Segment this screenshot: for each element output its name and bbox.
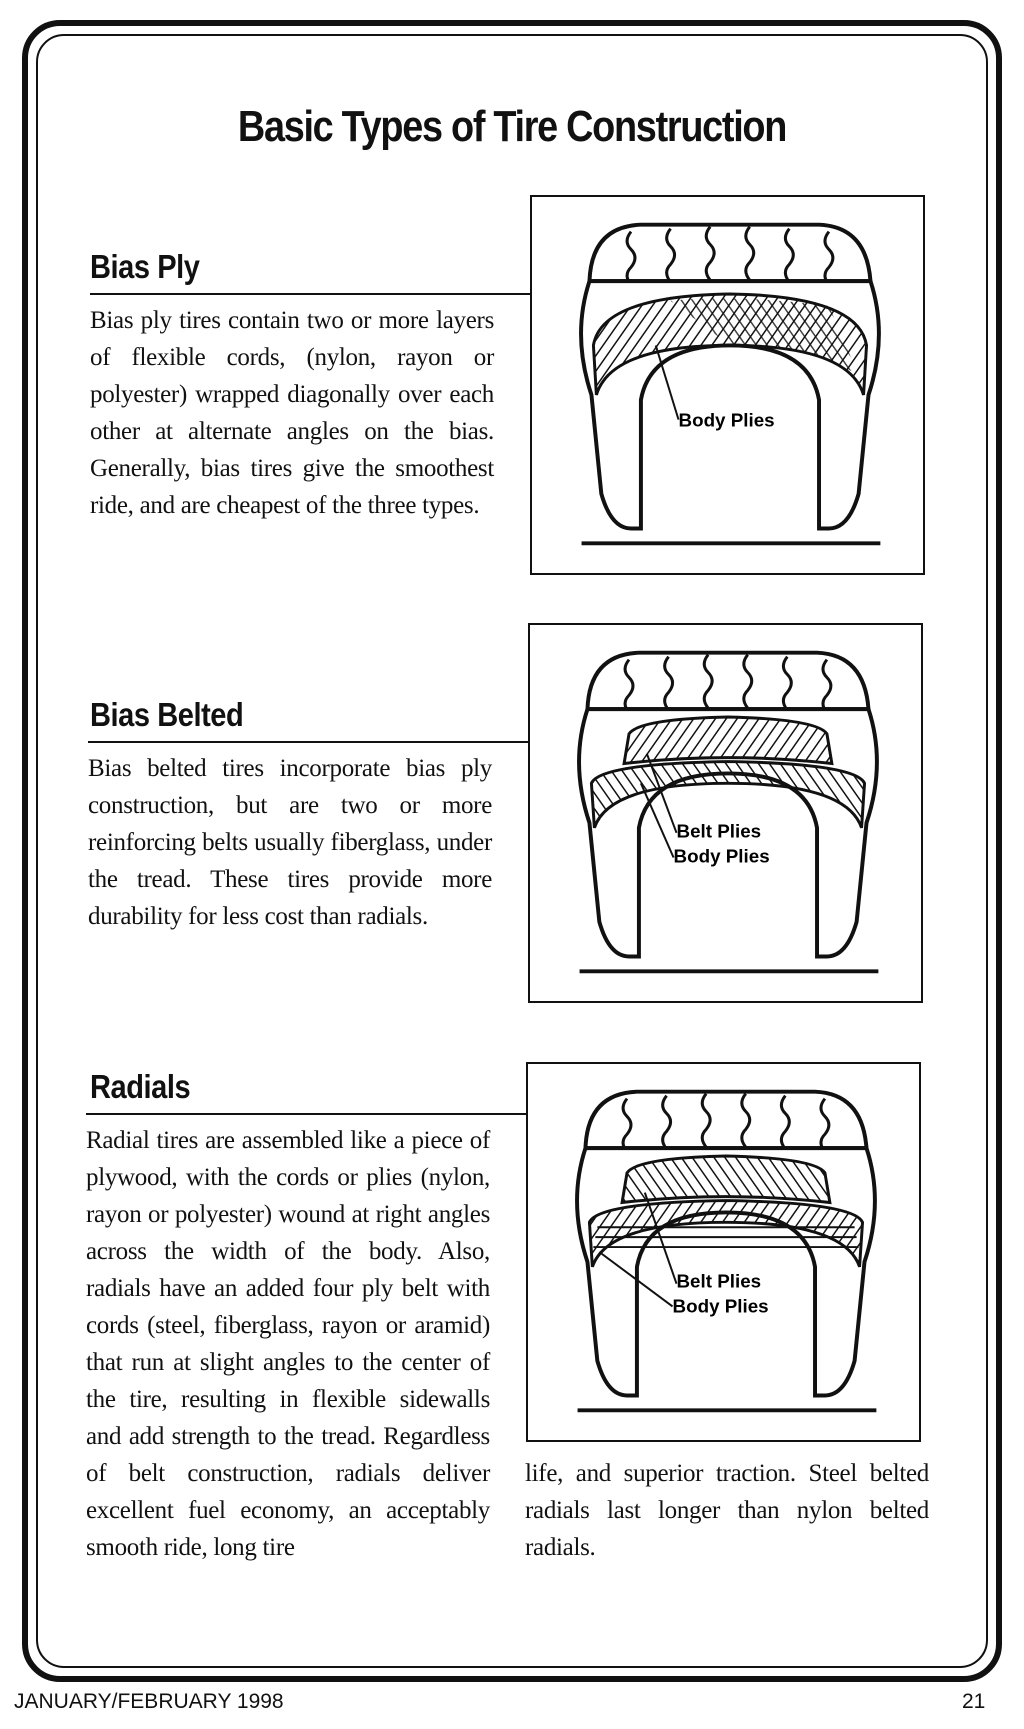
section-rule-bias-belted [88,741,528,743]
section-rule-bias-ply [90,293,530,295]
tire-diagram-bias-belted [530,625,921,1001]
figure-label-belt-plies: Belt Plies [676,820,762,842]
page-title: Basic Types of Tire Construction [237,102,787,151]
section-heading-bias-belted: Bias Belted [90,696,244,733]
figure-label-body-plies: Body Plies [672,1295,769,1317]
figure-radials [526,1062,921,1442]
figure-bias-belted [528,623,923,1003]
section-rule-radials [86,1113,526,1115]
tire-diagram-radials [528,1064,919,1440]
section-text-bias-belted: Bias belted tires incorporate bias ply construction, but are two or more reinforcing belts usually fiberglass, under the tread. These tires provide more durability for less cost than radials. [88,755,492,930]
figure-label-body-plies: Body Plies [678,409,775,431]
section-heading-radials: Radials [90,1068,191,1105]
figure-label-body-plies: Body Plies [673,845,770,867]
section-text-bias-ply: Bias ply tires contain two or more layers of flexible cords, (nylon, rayon or polyester) wrapped diagonally over each other at alternate angles on the bias. Generally, bias tires give the smoothest ride, and are cheapest of the three types. [90,307,494,519]
figure-bias-ply [530,195,925,575]
footer-page-number: 21 [962,1690,986,1713]
section-text-radials-part2: life, and superior traction. Steel belted radials last longer than nylon belted radials. [525,1460,929,1561]
tire-diagram-bias-ply [532,197,923,573]
section-text-radials-part1: Radial tires are assembled like a piece of plywood, with the cords or plies (nylon, rayon or polyester) wound at right angles across the width of the body. Also, radials have an added four ply belt with cords (steel, fiberglass, rayon or aramid) that run at slight angles to the center of the tire, resulting in flexible sidewalls and add strength to the tread. Regardless of belt construction, radials deliver excellent fuel economy, an acceptably smooth ride, long tire [86,1127,490,1561]
section-heading-bias-ply: Bias Ply [90,248,200,285]
figure-label-belt-plies: Belt Plies [676,1270,762,1292]
footer-issue-date: JANUARY/FEBRUARY 1998 [14,1690,284,1713]
